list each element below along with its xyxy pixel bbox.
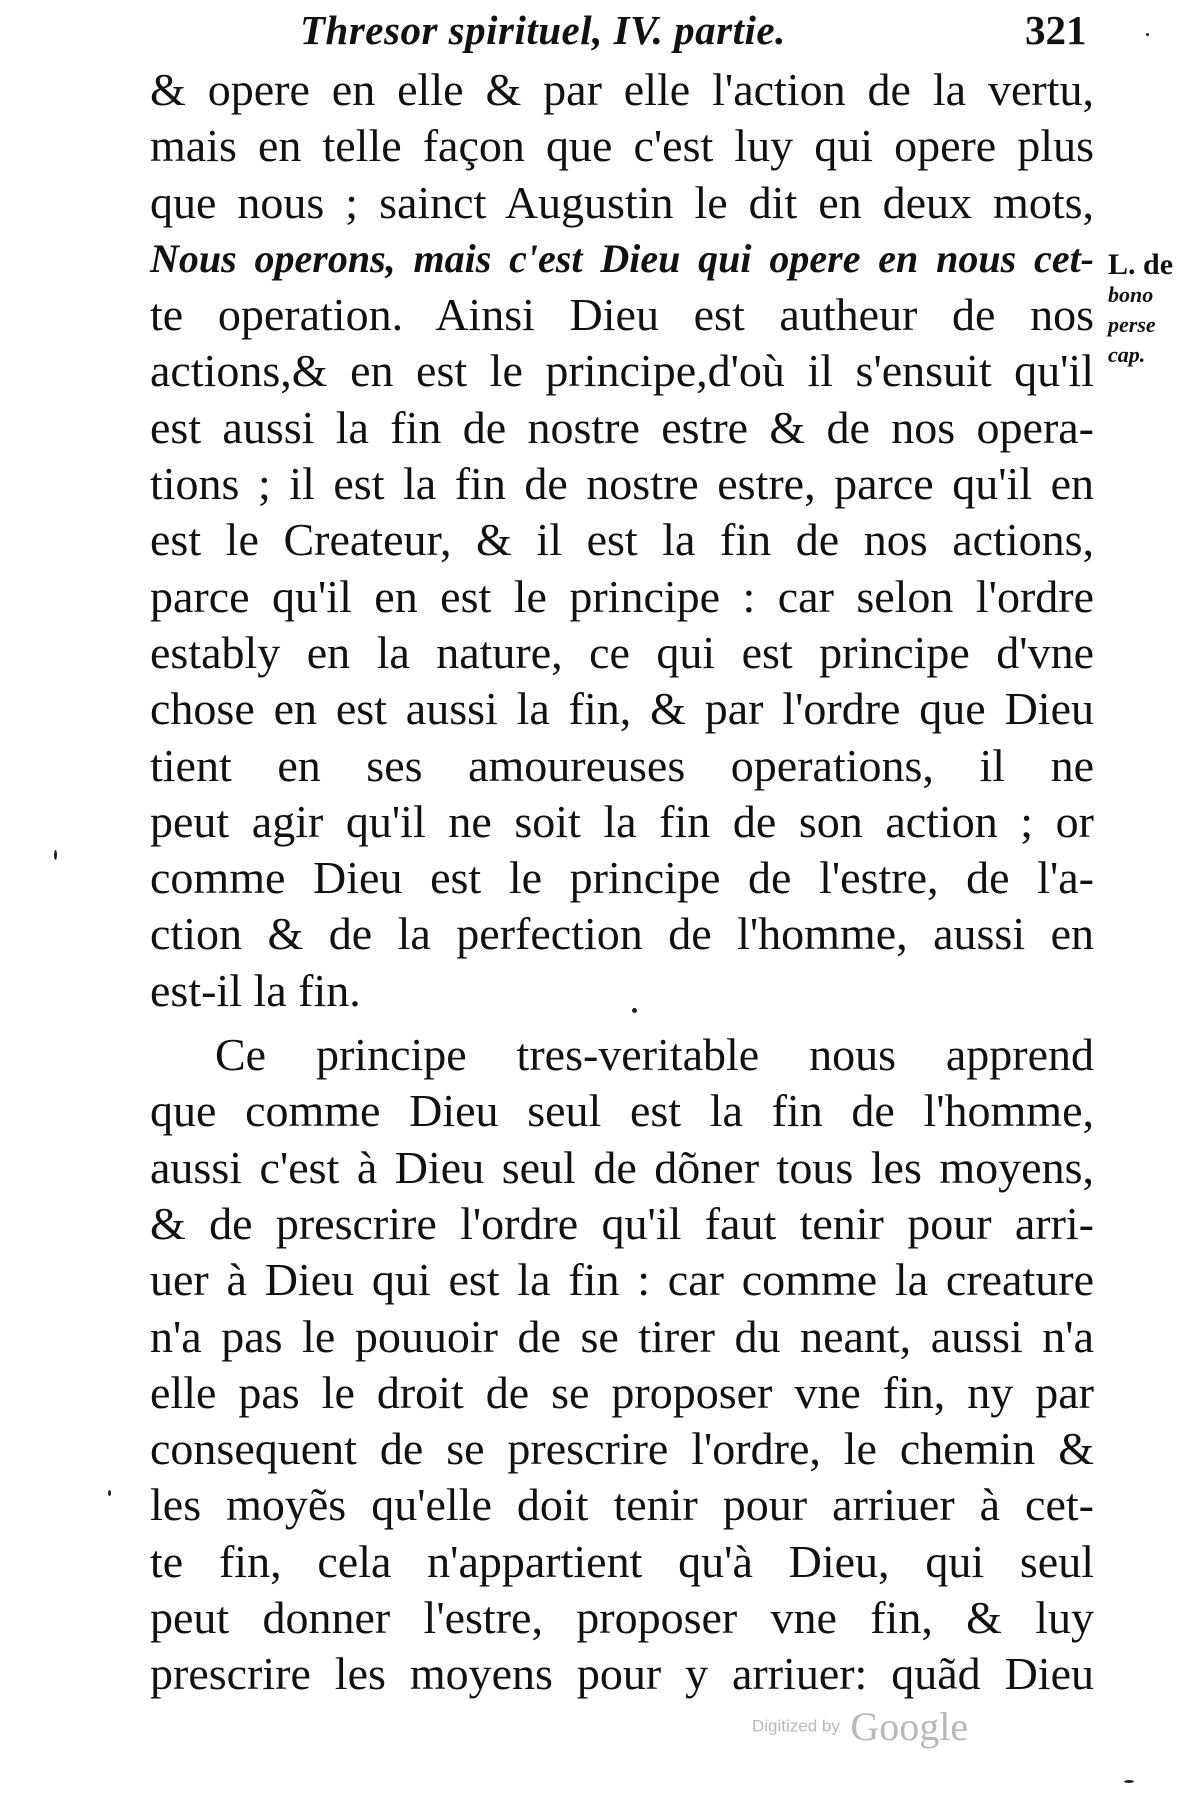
- text-line: peut donner l'estre, proposer vne fin, & luy: [150, 1592, 1094, 1644]
- scan-speck: [1146, 33, 1149, 36]
- text-line: actions,& en est le principe,d'où il s'ensuit qu'il: [150, 345, 1094, 397]
- text-line: aussi c'est à Dieu seul de dõner tous les moyens,: [150, 1141, 1094, 1193]
- text-line: parce qu'il en est le principe : car selon l'ordre: [150, 570, 1094, 622]
- digitization-watermark: [752, 1703, 968, 1750]
- running-head: [0, 2, 1203, 62]
- text-line: & opere en elle & par elle l'action de la vertu,: [150, 64, 1094, 115]
- text-line: peut agir qu'il ne soit la fin de son action ; or: [150, 795, 1094, 847]
- text-line-quote: Nous operons, mais c'est Dieu qui opere en nous cet-: [150, 235, 1094, 281]
- text-line: n'a pas le pouuoir de se tirer du neant, aussi n'a: [150, 1310, 1094, 1362]
- text-line: que comme Dieu seul est la fin de l'homme,: [150, 1085, 1094, 1137]
- text-line: tient en ses amoureuses operations, il ne: [150, 739, 1094, 791]
- text-line: que nous ; sainct Augustin le dit en deux mots,: [150, 176, 1094, 228]
- body-text: [150, 62, 1094, 1703]
- text-line: estably en la nature, ce qui est principe d'vne: [150, 626, 1094, 678]
- paragraph-first-line: Ce principe tres-veritable nous apprend: [215, 1029, 1094, 1081]
- scan-speck: [632, 1008, 637, 1013]
- text-line: uer à Dieu qui est la fin : car comme la creature: [150, 1254, 1094, 1306]
- margin-note-line: cap.: [1108, 342, 1146, 367]
- page-number: 321: [1025, 7, 1087, 53]
- text-line: est le Createur, & il est la fin de nos actions,: [150, 514, 1094, 566]
- text-line: est-il la fin.: [150, 964, 361, 1016]
- margin-note: [1108, 250, 1198, 370]
- text-line: & de prescrire l'ordre qu'il faut tenir pour arri-: [150, 1197, 1094, 1249]
- running-title: Thresor spirituel, IV. partie.: [300, 7, 786, 53]
- text-line: est aussi la fin de nostre estre & de nos opera-: [150, 401, 1094, 453]
- text-line: te fin, cela n'appartient qu'à Dieu, qui seul: [150, 1535, 1094, 1587]
- text-line: ction & de la perfection de l'homme, aussi en: [150, 908, 1094, 960]
- text-line: elle pas le droit de se proposer vne fin, ny par: [150, 1366, 1094, 1418]
- scan-speck: [1124, 1780, 1134, 1783]
- text-line: chose en est aussi la fin, & par l'ordre que Dieu: [150, 683, 1094, 735]
- margin-note-line: perse: [1108, 312, 1156, 337]
- watermark-logo: Google: [850, 1704, 969, 1749]
- text-line: les moyẽs qu'elle doit tenir pour arriuer à cet-: [150, 1479, 1094, 1531]
- text-line: te operation. Ainsi Dieu est autheur de nos: [150, 289, 1094, 341]
- text-line: mais en telle façon que c'est luy qui opere plus: [150, 120, 1094, 172]
- scan-speck: [108, 1490, 111, 1496]
- text-line: prescrire les moyens pour y arriuer: quãd Dieu: [150, 1648, 1094, 1700]
- margin-note-line: bono: [1108, 282, 1154, 307]
- text-line: tions ; il est la fin de nostre estre, parce qu'il en: [150, 458, 1094, 510]
- text-line: comme Dieu est le principe de l'estre, de l'a-: [150, 852, 1094, 904]
- text-line: consequent de se prescrire l'ordre, le chemin &: [150, 1423, 1094, 1475]
- watermark-prefix: Digitized by: [752, 1716, 840, 1736]
- scan-speck: [54, 850, 57, 860]
- margin-note-line: L. de: [1108, 248, 1174, 281]
